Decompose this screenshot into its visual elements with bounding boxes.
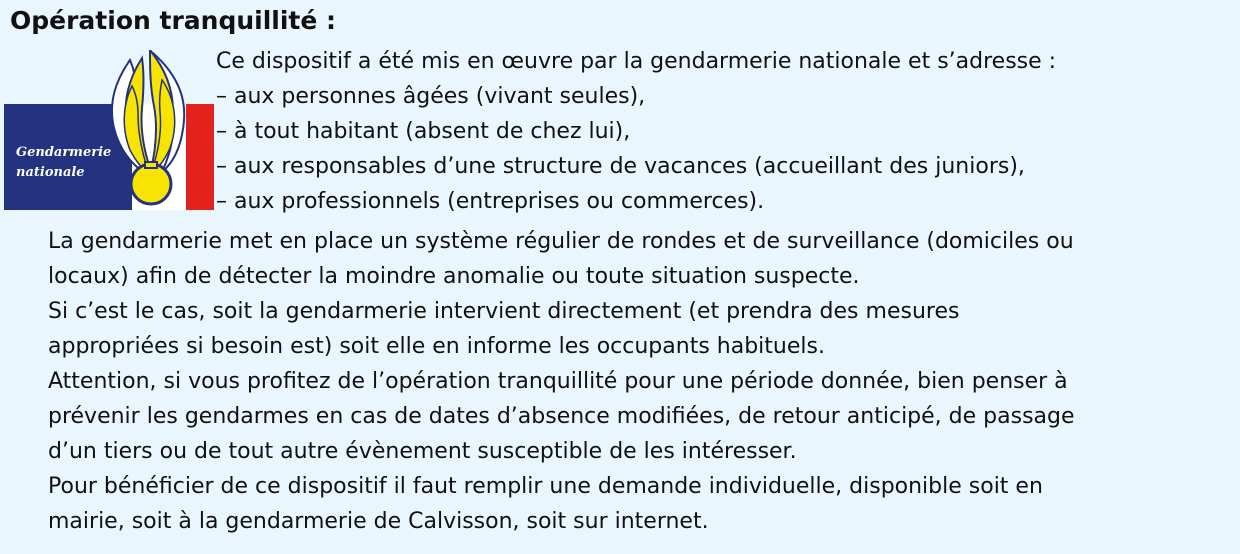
intro-list-item: – à tout habitant (absent de chez lui), (216, 119, 631, 144)
intro-line: Ce dispositif a été mis en œuvre par la gendarmerie nationale et s’adresse : (216, 49, 1057, 74)
body-line: mairie, soit à la gendarmerie de Calvisson, soit sur internet. (48, 509, 709, 534)
body-line: appropriées si besoin est) soit elle en informe les occupants habituels. (48, 334, 825, 359)
body-line: Si c’est le cas, soit la gendarmerie intervient directement (et prendra des mesures (48, 299, 960, 324)
intro-paragraph (216, 44, 1056, 219)
body-line: d’un tiers ou de tout autre évènement susceptible de les intéresser. (48, 439, 797, 464)
body-line: La gendarmerie met en place un système régulier de rondes et de surveillance (domiciles ou (48, 229, 1074, 254)
page-title: Opération tranquillité : (10, 6, 337, 35)
body-paragraph (48, 224, 1075, 539)
logo-text-line2: nationale (16, 165, 85, 180)
body-line: locaux) afin de détecter la moindre anomalie ou toute situation suspecte. (48, 264, 860, 289)
gendarmerie-logo-icon (4, 50, 214, 210)
intro-list-item: – aux professionnels (entreprises ou commerces). (216, 189, 765, 214)
body-line: Pour bénéficier de ce dispositif il faut remplir une demande individuelle, disponible soit en (48, 474, 1043, 499)
logo-text-line1: Gendarmerie (16, 145, 112, 160)
body-line: prévenir les gendarmes en cas de dates d’absence modifiées, de retour anticipé, de passage (48, 404, 1075, 429)
grenade-icon (4, 50, 214, 210)
intro-list-item: – aux responsables d’une structure de vacances (accueillant des juniors), (216, 154, 1025, 179)
body-line: Attention, si vous profitez de l’opération tranquillité pour une période donnée, bien penser à (48, 369, 1068, 394)
intro-list-item: – aux personnes âgées (vivant seules), (216, 84, 646, 109)
